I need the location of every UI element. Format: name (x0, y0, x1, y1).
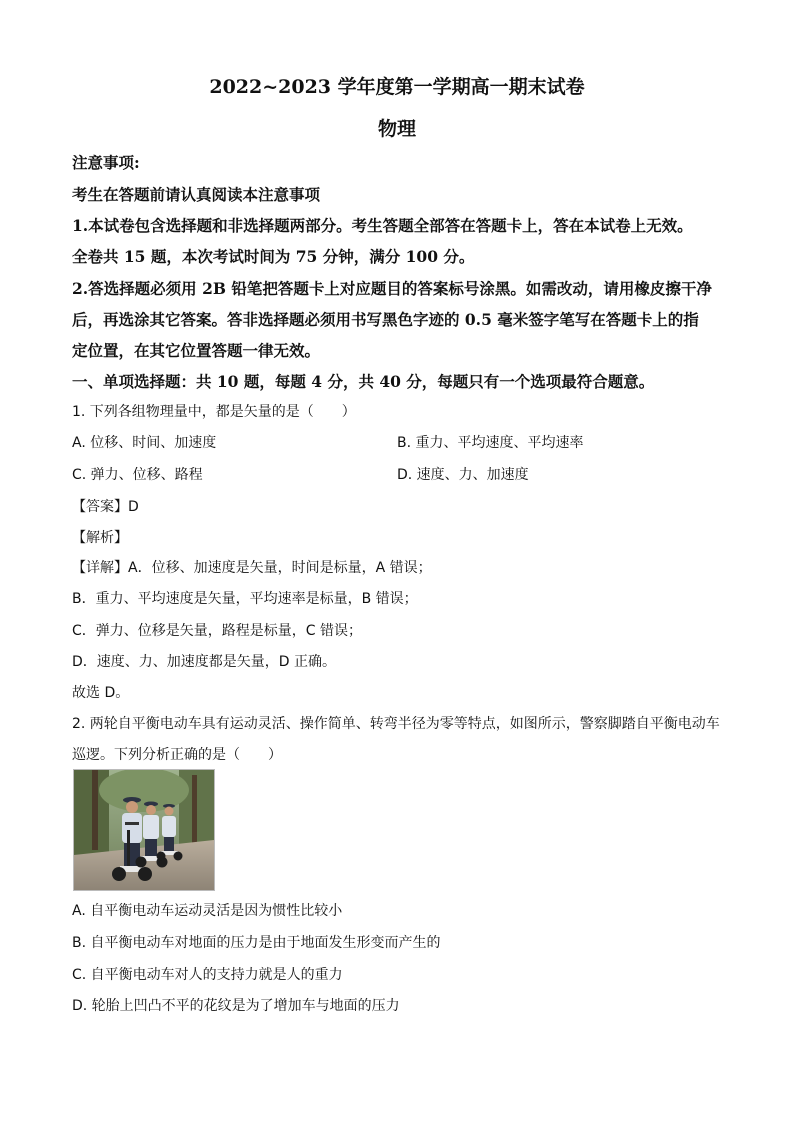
q1-detail-line: B．重力、平均速度是矢量，平均速率是标量，B 错误； (72, 591, 418, 607)
notice-line: 1.本试卷包含选择题和非选择题两部分。考生答题全部答在答题卡上，答在本试卷上无效。 (72, 216, 693, 235)
q1-conclusion: 故选 D。 (72, 685, 130, 701)
section-heading: 一、单项选择题：共 10 题，每题 4 分，共 40 分，每题只有一个选项最符合题意。 (72, 372, 655, 391)
q1-option-a: A. 位移、时间、加速度 (72, 435, 217, 451)
notice-line: 全卷共 15 题，本次考试时间为 75 分钟，满分 100 分。 (72, 247, 475, 266)
q1-option-b: B. 重力、平均速度、平均速率 (397, 435, 584, 451)
notice-heading: 注意事项: (72, 153, 140, 172)
q1-analysis-label: 【解析】 (72, 530, 128, 546)
q1-detail-line: D．速度、力、加速度都是矢量，D 正确。 (72, 654, 337, 670)
police-segway-photo (73, 769, 215, 891)
q1-answer: 【答案】D (72, 499, 139, 515)
notice-line: 后，再选涂其它答案。答非选择题必须用书写黑色字迹的 0.5 毫米签字笔写在答题卡上的指 (72, 310, 699, 329)
q1-detail-line: 【详解】A．位移、加速度是矢量，时间是标量，A 错误； (72, 560, 432, 576)
question-2-stem: 巡逻。下列分析正确的是（ ） (72, 747, 282, 763)
subject-title: 物理 (377, 118, 416, 140)
q1-detail-line: C．弹力、位移是矢量，路程是标量，C 错误； (72, 623, 362, 639)
notice-line: 定位置，在其它位置答题一律无效。 (72, 341, 321, 360)
q2-option-d: D. 轮胎上凹凸不平的花纹是为了增加车与地面的压力 (72, 998, 400, 1014)
question-1-stem: 1. 下列各组物理量中，都是矢量的是（ ） (72, 404, 356, 420)
q1-option-d: D. 速度、力、加速度 (397, 467, 529, 483)
q1-option-c: C. 弹力、位移、路程 (72, 467, 203, 483)
q2-option-c: C. 自平衡电动车对人的支持力就是人的重力 (72, 967, 343, 983)
notice-line: 2.答选择题必须用 2B 铅笔把答题卡上对应题目的答案标号涂黑。如需改动，请用橡皮擦干净 (72, 279, 712, 298)
question-2-stem: 2. 两轮自平衡电动车具有运动灵活、操作简单、转弯半径为零等特点，如图所示，警察脚踏自平衡电动车 (72, 716, 720, 732)
notice-line: 考生在答题前请认真阅读本注意事项 (72, 185, 321, 204)
q2-option-b: B. 自平衡电动车对地面的压力是由于地面发生形变而产生的 (72, 935, 441, 951)
q2-option-a: A. 自平衡电动车运动灵活是因为惯性比较小 (72, 903, 343, 919)
exam-title: 2022~2023 学年度第一学期高一期末试卷 (209, 76, 585, 98)
